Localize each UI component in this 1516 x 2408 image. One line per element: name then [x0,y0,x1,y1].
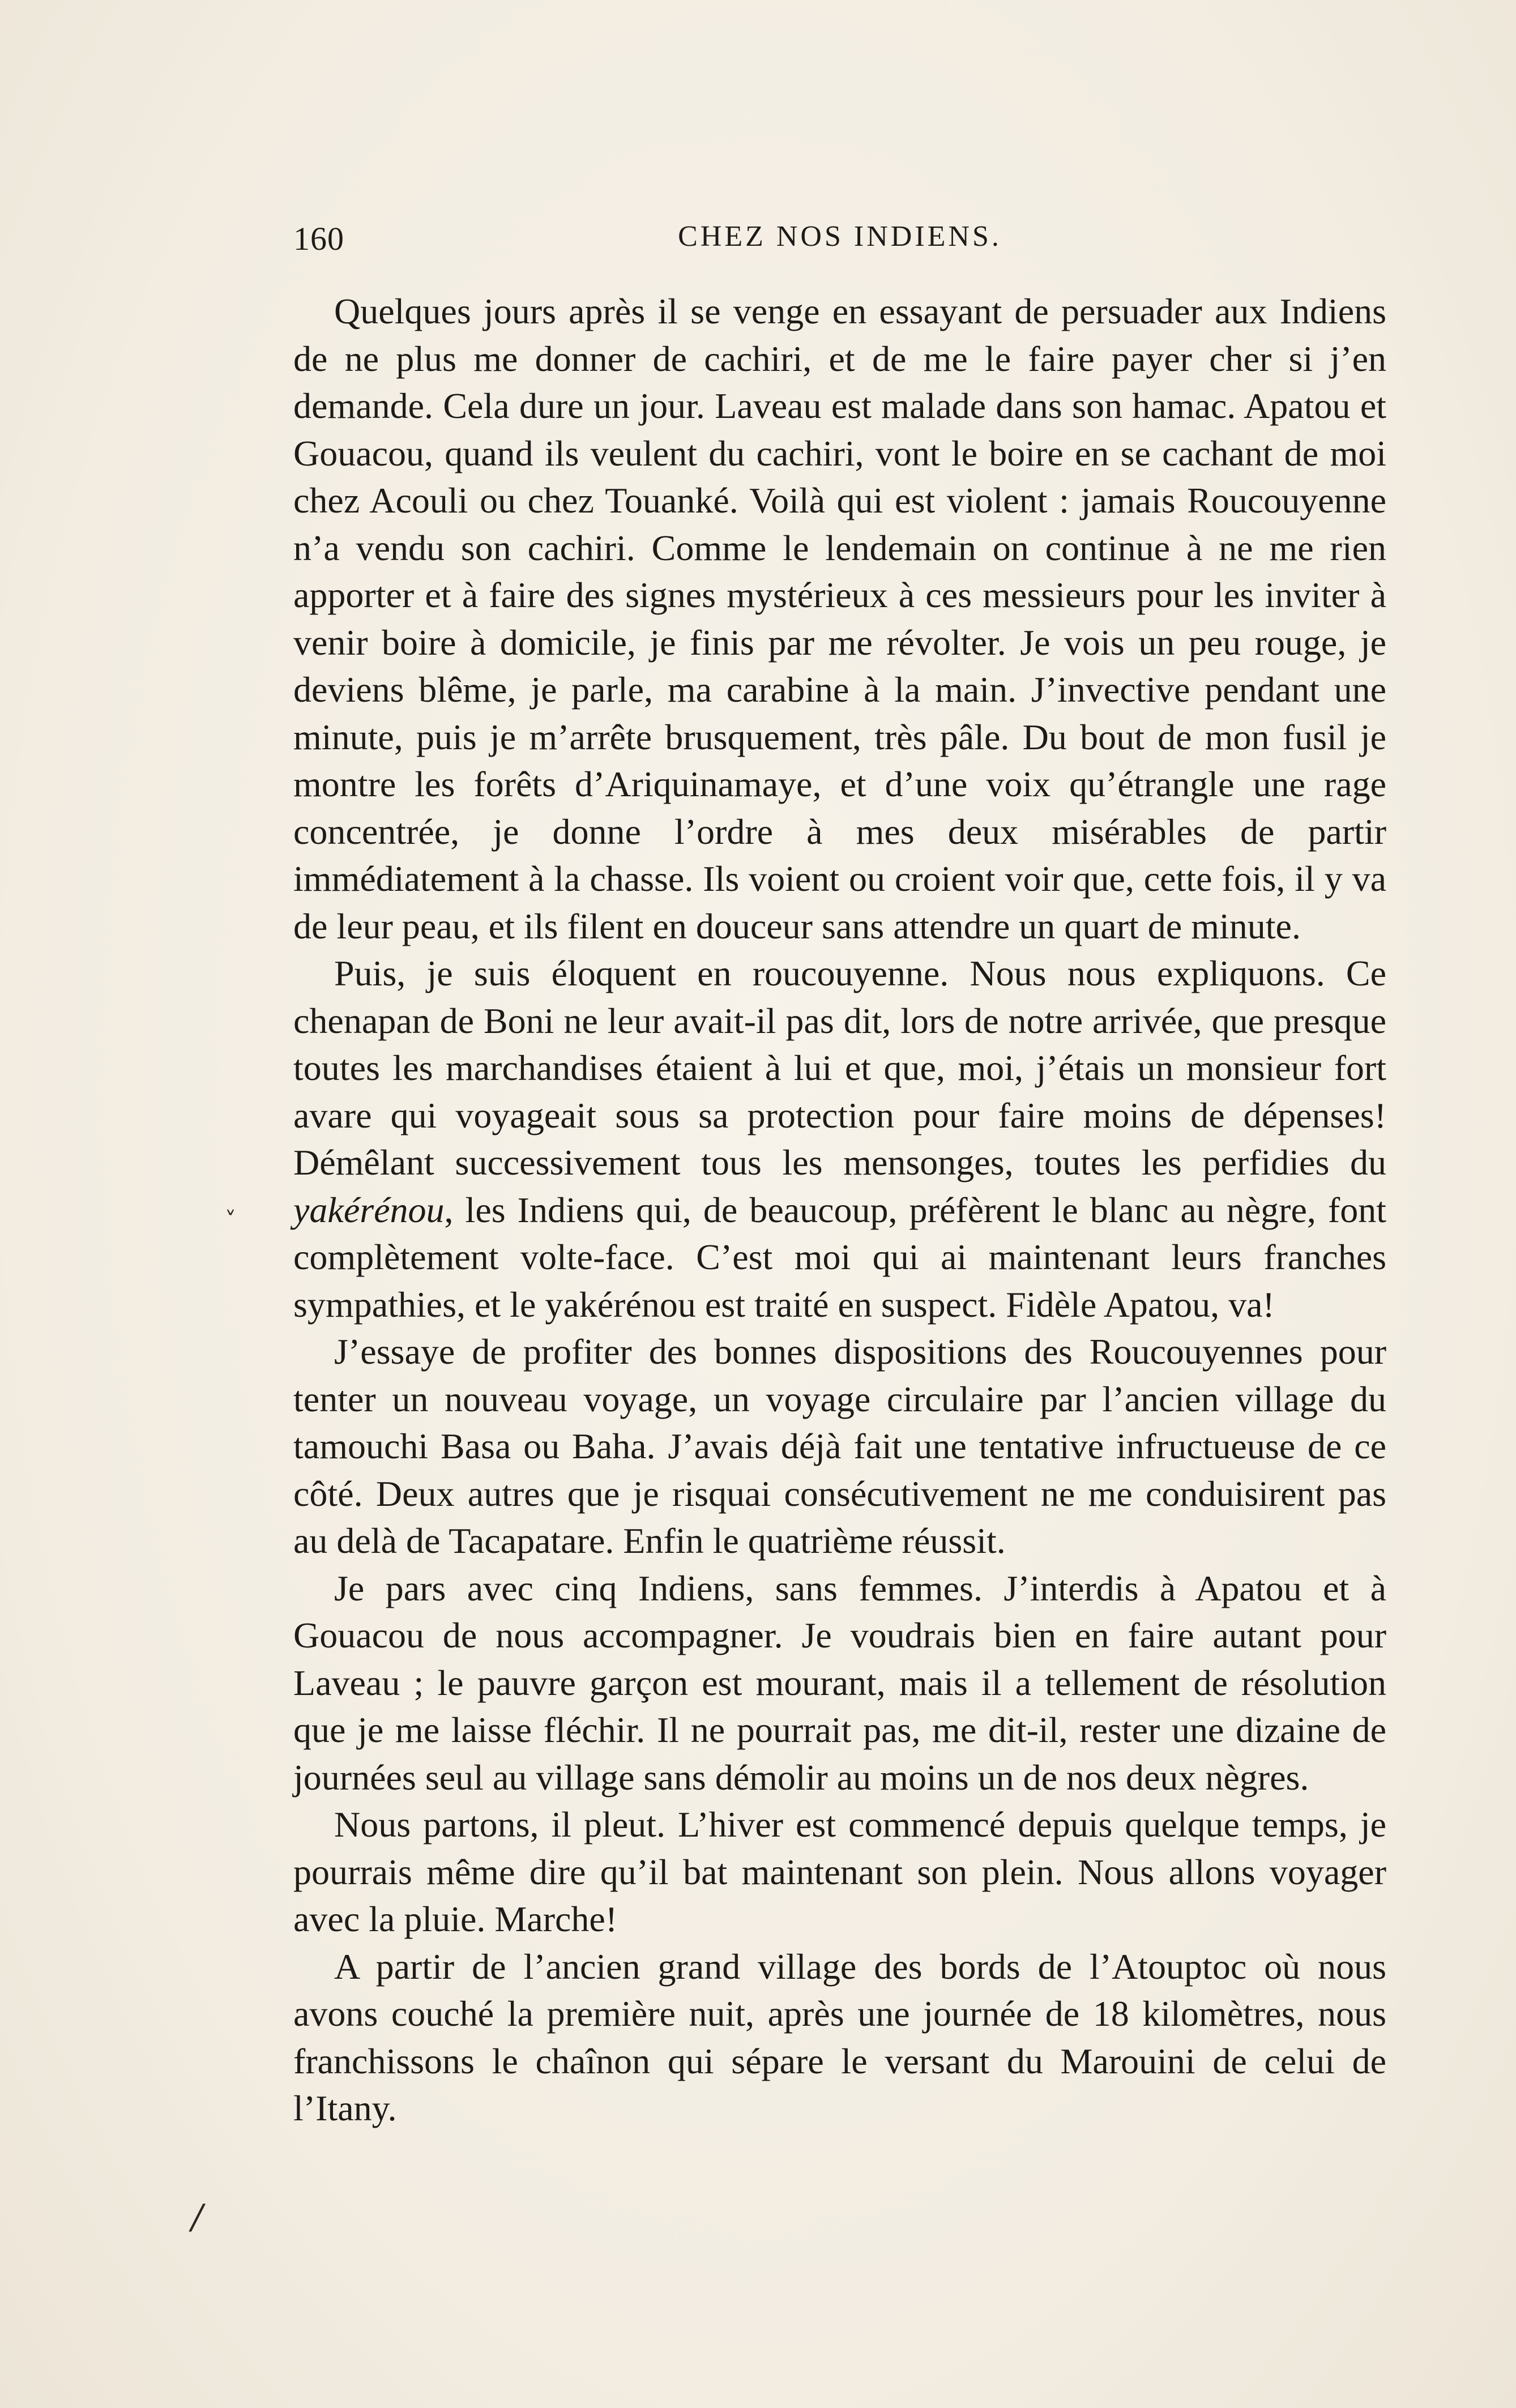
paragraph-2 [293,950,1386,1328]
page-number: 160 [293,220,344,257]
paragraph-2-italic-term: yakérénou [293,1189,445,1230]
margin-stray-mark-lower: / [191,2197,203,2237]
running-title: CHEZ NOS INDIENS. [678,220,1002,253]
body-text [293,288,1386,2132]
paragraph-2-text-b: , les Indiens qui, de beaucoup, préfèrent le blanc au nègre, font complètement volte-face. C’est moi qui ai maintenant leurs franches sympathies, et le yakérénou est traité en suspect. Fidèle Apatou, va! [293,1189,1386,1325]
paragraph-4: Je pars avec cinq Indiens, sans femmes. J’interdis à Apatou et à Gouacou de nous accompagner. Je voudrais bien en faire autant pour Laveau ; le pauvre garçon est mourant, mais il a tellement de résolution que je me laisse fléchir. Il ne pourrait pas, me dit-il, rester une dizaine de journées seul au village sans démolir au moins un de nos deux nègres. [293,1568,1386,1798]
paragraph-5: Nous partons, il pleut. L’hiver est commencé depuis quelque temps, je pourrais même dire qu’il bat maintenant son plein. Nous allons voyager avec la pluie. Marche! [293,1804,1386,1939]
paragraph-2-text-a: Puis, je suis éloquent en roucouyenne. Nous nous expliquons. Ce chenapan de Boni ne leur avait-il pas dit, lors de notre arrivée, que presque toutes les marchandises étaient à lui et que, moi, j’étais un monsieur fort avare qui voyageait sous sa protection pour faire moins de dépenses! Démêlant successivement tous les mensonges, toutes les perfidies du [293,953,1386,1182]
margin-stray-mark-upper: ˬ [225,1188,236,1214]
paragraph-3: J’essaye de profiter des bonnes dispositions des Roucouyennes pour tenter un nouveau voyage, un voyage circulaire par l’ancien village du tamouchi Basa ou Baha. J’avais déjà fait une tentative infructueuse de ce côté. Deux autres que je risquai consécutivement ne me conduisirent pas au delà de Tacapatare. Enfin le quatrième réussit. [293,1331,1386,1561]
paragraph-1: Quelques jours après il se venge en essayant de persuader aux Indiens de ne plus me donner de cachiri, et de me le faire payer cher si j’en demande. Cela dure un jour. Laveau est malade dans son hamac. Apatou et Gouacou, quand ils veulent du cachiri, vont le boire en se cachant de moi chez Acouli ou chez Touanké. Voilà qui est violent : jamais Roucouyenne n’a vendu son cachiri. Comme le lendemain on continue à ne me rien apporter et à faire des signes mystérieux à ces messieurs pour les inviter à venir boire à domicile, je finis par me révolter. Je vois un peu rouge, je deviens blême, je parle, ma carabine à la main. J’invective pendant une minute, puis je m’arrête brusquement, très pâle. Du bout de mon fusil je montre les forêts d’Ariquinamaye, et d’une voix qu’étrangle une rage concentrée, je donne l’ordre à mes deux misérables de partir immédiatement à la chasse. Ils voient ou croient voir que, cette fois, il y va de leur peau, et ils filent en douceur sans attendre un quart de minute. [293,291,1386,946]
paragraph-6: A partir de l’ancien grand village des bords de l’Atouptoc où nous avons couché la première nuit, après une journée de 18 kilomètres, nous franchissons le chaînon qui sépare le versant du Marouini de celui de l’Itany. [293,1946,1386,2128]
running-header [293,220,1386,271]
